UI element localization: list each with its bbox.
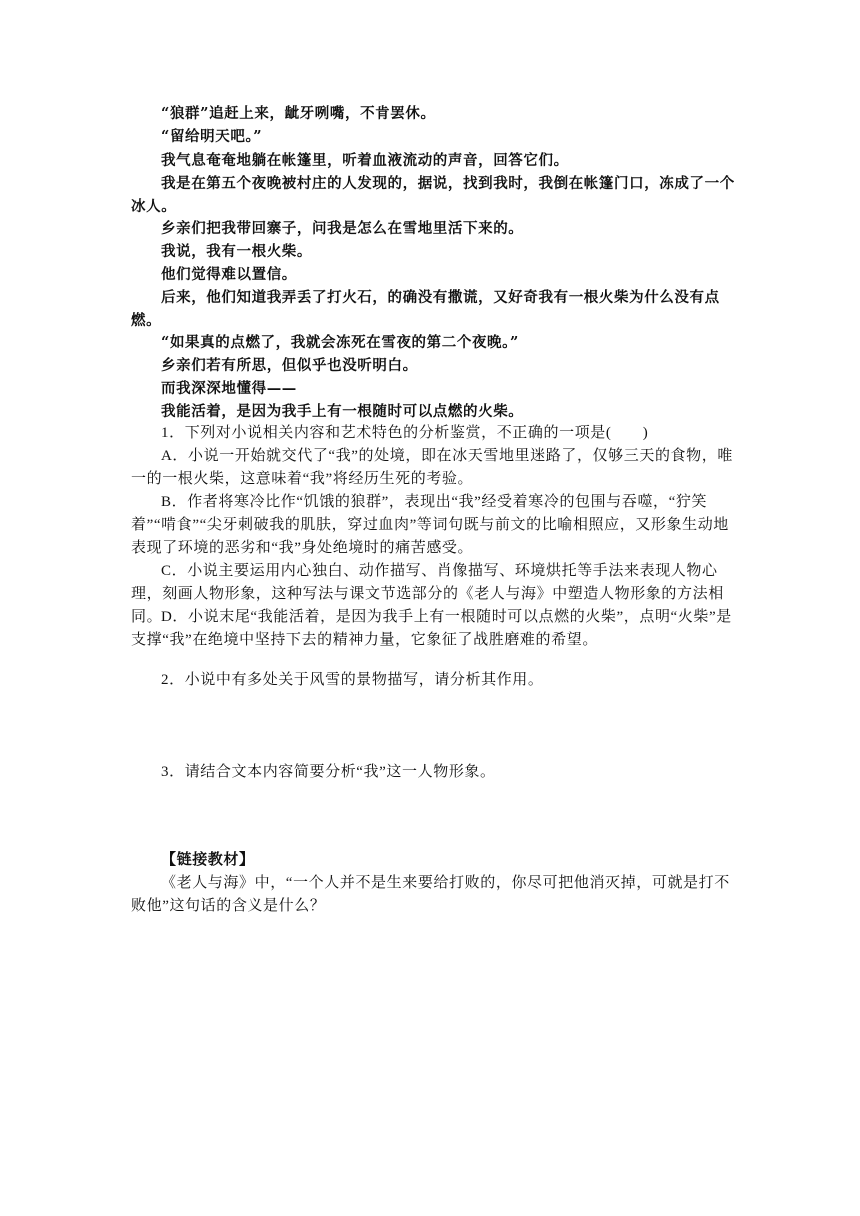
question-3: 3．请结合文本内容简要分析“我”这一人物形象。 [161,764,496,780]
story-paragraph: “留给明天吧。” [161,128,263,145]
story-paragraph: 他们觉得难以置信。 [161,266,297,283]
story-paragraph: 我能活着，是因为我手上有一根随时可以点燃的火柴。 [161,403,524,420]
story-paragraph: 乡亲们若有所思，但似乎也没听明白。 [161,357,418,374]
question-1-stem: 1．下列对小说相关内容和艺术特色的分析鉴赏，不正确的一项是( ) [161,425,649,441]
story-paragraph: “狼群”追赶上来，龇牙咧嘴，不肯罢休。 [161,105,436,122]
story-paragraph: 我是在第五个夜晚被村庄的人发现的，据说，找到我时，我倒在帐篷门口，冻成了一个冰人。 [131,175,735,215]
link-question: 《老人与海》中，“一个人并不是生来要给打败的，你尽可把他消灭掉，可就是打不败他”这句话的含义是什么？ [131,875,730,914]
question-1-option-b: B．作者将寒冷比作“饥饿的狼群”，表现出“我”经受着寒冷的包围与吞噬，“狞笑着”“啃食”“尖牙刺破我的肌肤，穿过血肉”等词句既与前文的比喻相照应，又形象生动地表现了环境的恶劣和“我”身处绝境时的痛苦感受。 [131,494,729,556]
story-paragraph: 我说，我有一根火柴。 [161,243,312,260]
story-paragraph: “如果真的点燃了，我就会冻死在雪夜的第二个夜晚。” [161,334,519,351]
question-2: 2．小说中有多处关于风雪的景物描写，请分析其作用。 [161,672,544,688]
story-paragraph: 乡亲们把我带回寨子，问我是怎么在雪地里活下来的。 [161,220,524,237]
story-paragraph: 我气息奄奄地躺在帐篷里，听着血液流动的声音，回答它们。 [161,152,569,169]
story-paragraph: 后来，他们知道我弄丢了打火石，的确没有撒谎，又好奇我有一根火柴为什么没有点燃。 [131,289,720,329]
story-paragraph: 而我深深地懂得—— [161,380,297,397]
question-1-option-c: C．小说主要运用内心独白、动作描写、肖像描写、环境烘托等手法来表现人物心理，刻画人物形象，这种写法与课文节选部分的《老人与海》中塑造人物形象的方法相同。 [131,563,724,625]
link-heading: 【链接教材】 [161,852,255,868]
question-1-option-a: A．小说一开始就交代了“我”的处境，即在冰天雪地里迷路了，仅够三天的食物，唯一的一根火柴，这意味着“我”将经历生死的考验。 [131,448,733,487]
question-1-option-d: D．小说末尾“我能活着，是因为我手上有一根随时可以点燃的火柴”，点明“火柴”是支撑“我”在绝境中坚持下去的精神力量，它象征了战胜磨难的希望。 [131,609,732,648]
